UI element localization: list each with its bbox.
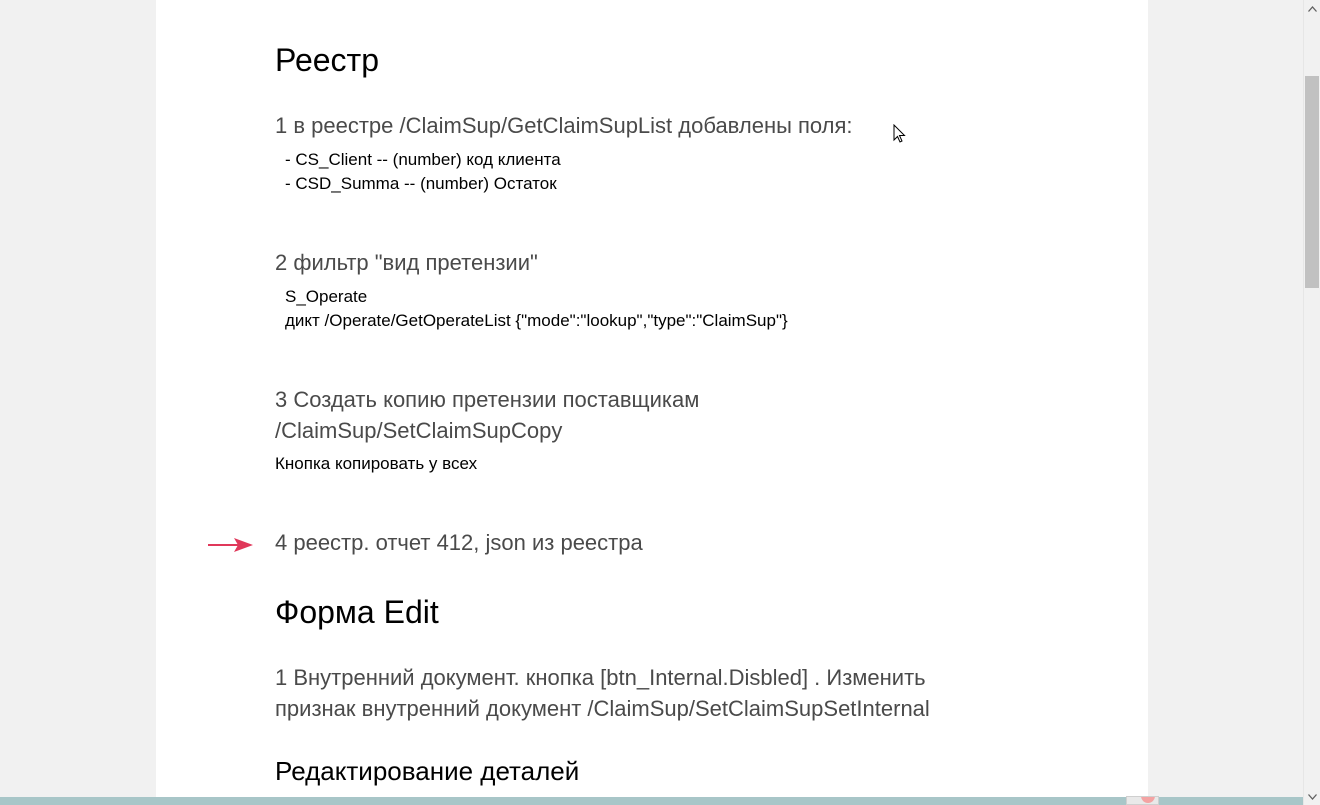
edit-item1-heading-line2: признак внутренний документ /ClaimSup/SetClaimSupSetInternal bbox=[275, 696, 930, 721]
registry-item3-heading-line1: 3 Создать копию претензии поставщикам bbox=[275, 387, 700, 412]
registry-item2-heading: 2 фильтр "вид претензии" bbox=[275, 250, 538, 275]
scrollbar-thumb[interactable] bbox=[1305, 76, 1319, 288]
vertical-scrollbar[interactable] bbox=[1303, 0, 1320, 805]
registry-item3-line: Кнопка копировать у всех bbox=[275, 454, 478, 473]
chevron-up-icon[interactable] bbox=[1304, 0, 1320, 17]
registry-item3-heading-line2: /ClaimSup/SetClaimSupCopy bbox=[275, 418, 563, 443]
arrow-right-icon bbox=[207, 536, 255, 554]
edit-item1-heading-line1: 1 Внутренний документ. кнопка [btn_Internal.Disbled] . Изменить bbox=[275, 665, 926, 690]
bottom-strip bbox=[0, 797, 1303, 805]
corner-widget[interactable] bbox=[1126, 796, 1159, 805]
registry-item4-heading: 4 реестр. отчет 412, json из реестра bbox=[275, 530, 643, 555]
registry-item1-line1: - CS_Client -- (number) код клиента bbox=[285, 150, 561, 169]
section-title-edit-form: Форма Edit bbox=[275, 594, 439, 630]
registry-item1-line2: - CSD_Summa -- (number) Остаток bbox=[285, 174, 557, 193]
mouse-pointer-icon bbox=[893, 124, 907, 144]
registry-item2-line2: дикт /Operate/GetOperateList {"mode":"lookup","type":"ClaimSup"} bbox=[285, 311, 788, 330]
subsection-title-edit-details: Редактирование деталей bbox=[275, 756, 580, 786]
section-title-registry: Реестр bbox=[275, 42, 379, 78]
registry-item2-line1: S_Operate bbox=[285, 287, 368, 306]
registry-item1-heading: 1 в реестре /ClaimSup/GetClaimSupList добавлены поля: bbox=[275, 113, 853, 138]
chevron-down-icon[interactable] bbox=[1304, 788, 1320, 805]
